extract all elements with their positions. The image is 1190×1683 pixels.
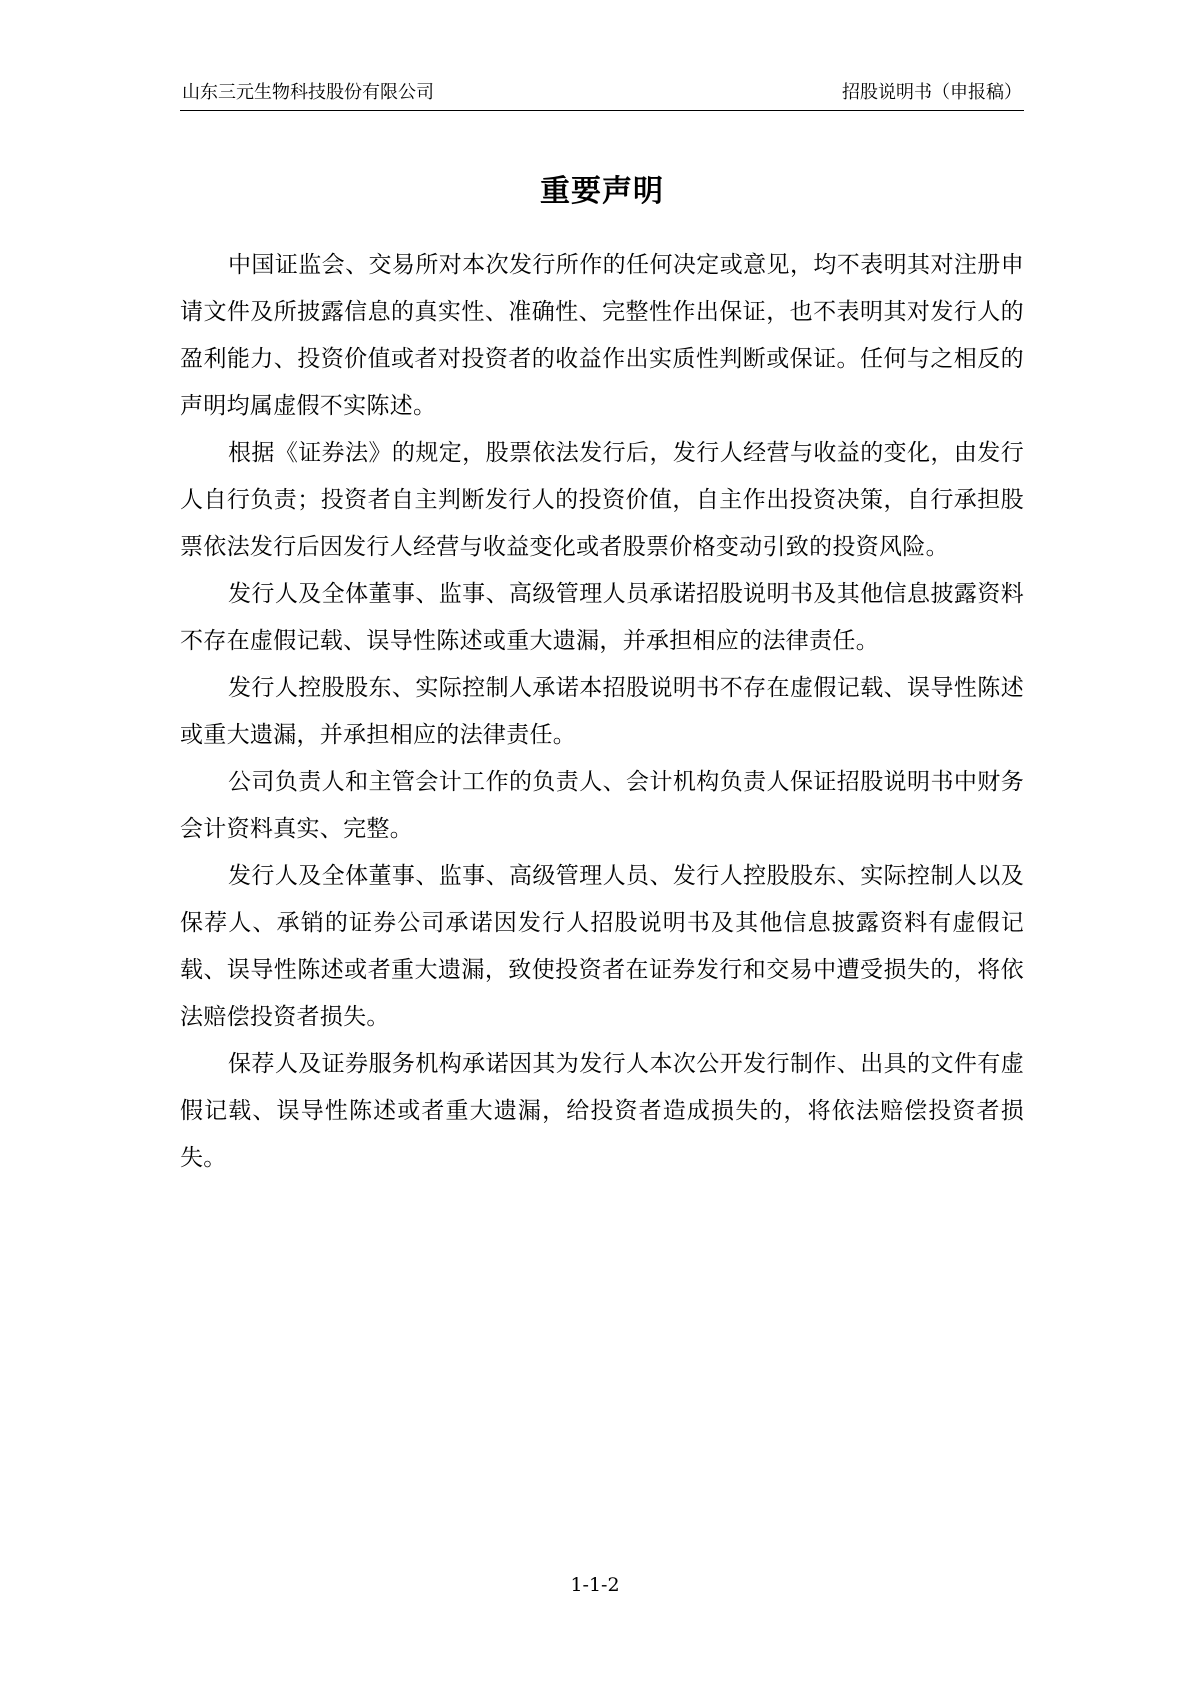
paragraph-6: 发行人及全体董事、监事、高级管理人员、发行人控股股东、实际控制人以及保荐人、承销的证券公司承诺因发行人招股说明书及其他信息披露资料有虚假记载、误导性陈述或者重大遗漏，致使投资者在证券发行和交易中遭受损失的，将依法赔偿投资者损失。 <box>180 863 1024 1030</box>
paragraph-1: 中国证监会、交易所对本次发行所作的任何决定或意见，均不表明其对注册申请文件及所披露信息的真实性、准确性、完整性作出保证，也不表明其对发行人的盈利能力、投资价值或者对投资者的收益作出实质性判断或保证。任何与之相反的声明均属虚假不实陈述。 <box>180 252 1024 419</box>
paragraph-5: 公司负责人和主管会计工作的负责人、会计机构负责人保证招股说明书中财务会计资料真实、完整。 <box>180 769 1024 842</box>
paragraph-2: 根据《证券法》的规定，股票依法发行后，发行人经营与收益的变化，由发行人自行负责；投资者自主判断发行人的投资价值，自主作出投资决策，自行承担股票依法发行后因发行人经营与收益变化或者股票价格变动引致的投资风险。 <box>180 440 1024 560</box>
statement-body <box>180 242 1024 1182</box>
paragraph-4: 发行人控股股东、实际控制人承诺本招股说明书不存在虚假记载、误导性陈述或重大遗漏，并承担相应的法律责任。 <box>180 675 1024 748</box>
header-document-type: 招股说明书（申报稿） <box>842 82 1022 103</box>
page-header <box>180 80 1024 111</box>
page-number: 1-1-2 <box>570 1574 620 1596</box>
header-company-name: 山东三元生物科技股份有限公司 <box>182 82 434 103</box>
paragraph-7: 保荐人及证券服务机构承诺因其为发行人本次公开发行制作、出具的文件有虚假记载、误导性陈述或者重大遗漏，给投资者造成损失的，将依法赔偿投资者损失。 <box>180 1051 1024 1171</box>
paragraph-3: 发行人及全体董事、监事、高级管理人员承诺招股说明书及其他信息披露资料不存在虚假记载、误导性陈述或重大遗漏，并承担相应的法律责任。 <box>180 581 1024 654</box>
page-title: 重要声明 <box>540 174 664 209</box>
